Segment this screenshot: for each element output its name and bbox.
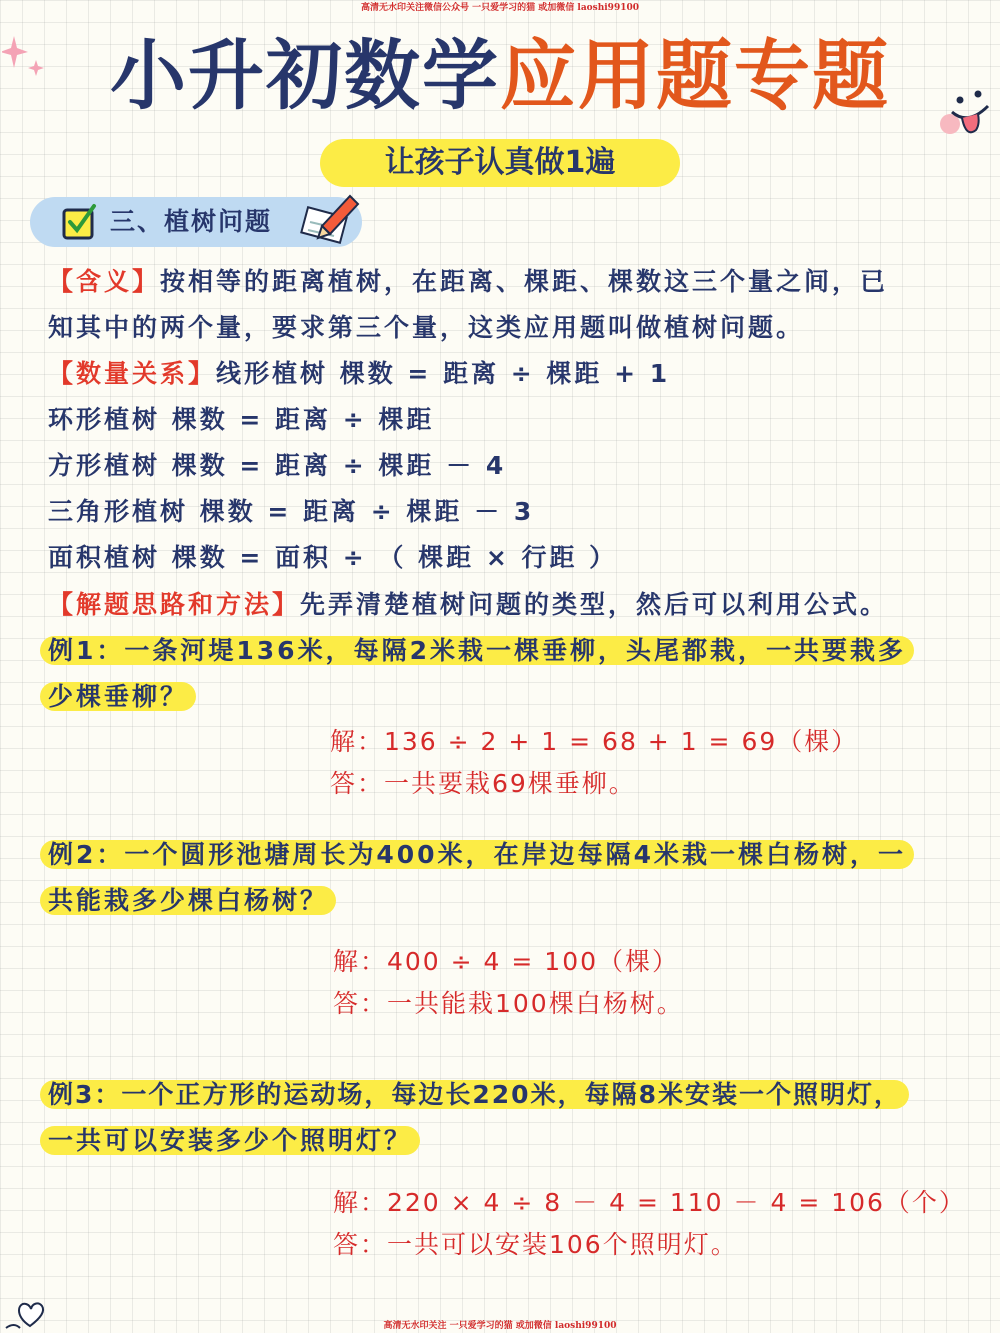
relation-formula-area: 面积植树 棵数 = 面积 ÷ （ 棵距 × 行距 ） [48,543,618,572]
heart-icon [4,1292,52,1332]
example-1-answer: 答：一共要栽69棵垂柳。 [330,769,636,798]
relation-formula-circular: 环形植树 棵数 = 距离 ÷ 棵距 [48,405,435,434]
example-2-question-1: 例2：一个圆形池塘周长为400米，在岸边每隔4米栽一棵白杨树，一 [40,840,914,869]
meaning-line-1 [48,262,888,302]
example-3-question-line-1 [48,1075,909,1115]
meaning-line-2: 知其中的两个量，要求第三个量，这类应用题叫做植树问题。 [48,313,805,342]
top-watermark: 高清无水印关注微信公众号 一只爱学习的猫 或加微信 laoshi99100 [361,3,639,13]
title-part-2: 应用题专题 [500,31,890,120]
relation-formula-triangle: 三角形植树 棵数 = 距离 ÷ 棵距 － 3 [48,497,535,526]
pencil-paper-icon [300,186,364,244]
section-title: 三、植树问题 [110,207,273,236]
meaning-text-1: 按相等的距离植树，在距离、棵距、棵数这三个量之间，已 [160,267,889,296]
example-1-solution: 解：136 ÷ 2 + 1 = 68 + 1 = 69（棵） [330,727,859,756]
example-1-question-line-2 [48,677,196,717]
example-2-question-line-1 [48,835,914,875]
example-2-answer: 答：一共能栽100棵白杨树。 [333,989,684,1018]
example-3-question-line-2 [48,1121,420,1161]
checkbox-icon [60,202,100,242]
example-2-question-2: 共能栽多少棵白杨树？ [40,886,336,915]
method-text: 先弄清楚植树问题的类型，然后可以利用公式。 [300,590,889,619]
relation-tag: 【数量关系】 [48,359,217,388]
subtitle: 让孩子认真做1遍 [320,139,680,187]
example-3-question-2: 一共可以安装多少个照明灯？ [40,1126,420,1155]
example-2-solution: 解：400 ÷ 4 = 100（棵） [333,947,680,976]
relation-line-1 [48,354,670,394]
title-part-1: 小升初数学 [110,31,500,120]
example-1-question-1: 例1：一条河堤136米，每隔2米栽一棵垂柳，头尾都栽，一共要栽多 [40,636,914,665]
example-3-solution: 解：220 × 4 ÷ 8 － 4 = 110 － 4 = 106（个） [333,1188,966,1217]
method-tag: 【解题思路和方法】 [48,590,301,619]
example-3-answer: 答：一共可以安装106个照明灯。 [333,1230,738,1259]
example-3-question-1: 例3：一个正方形的运动场，每边长220米，每隔8米安装一个照明灯， [40,1080,909,1109]
method-line [48,585,888,625]
meaning-tag: 【含义】 [48,267,161,296]
bottom-watermark: 高清无水印关注 一只爱学习的猫 或加微信 laoshi99100 [383,1321,617,1331]
smiley-face-icon [930,82,996,146]
example-2-question-line-2 [48,881,336,921]
page-title [0,30,1000,122]
relation-formula-linear: 线形植树 棵数 = 距离 ÷ 棵距 + 1 [216,359,671,388]
relation-formula-square: 方形植树 棵数 = 距离 ÷ 棵距 － 4 [48,451,507,480]
example-1-question-2: 少棵垂柳？ [40,682,196,711]
example-1-question-line-1 [48,631,914,671]
